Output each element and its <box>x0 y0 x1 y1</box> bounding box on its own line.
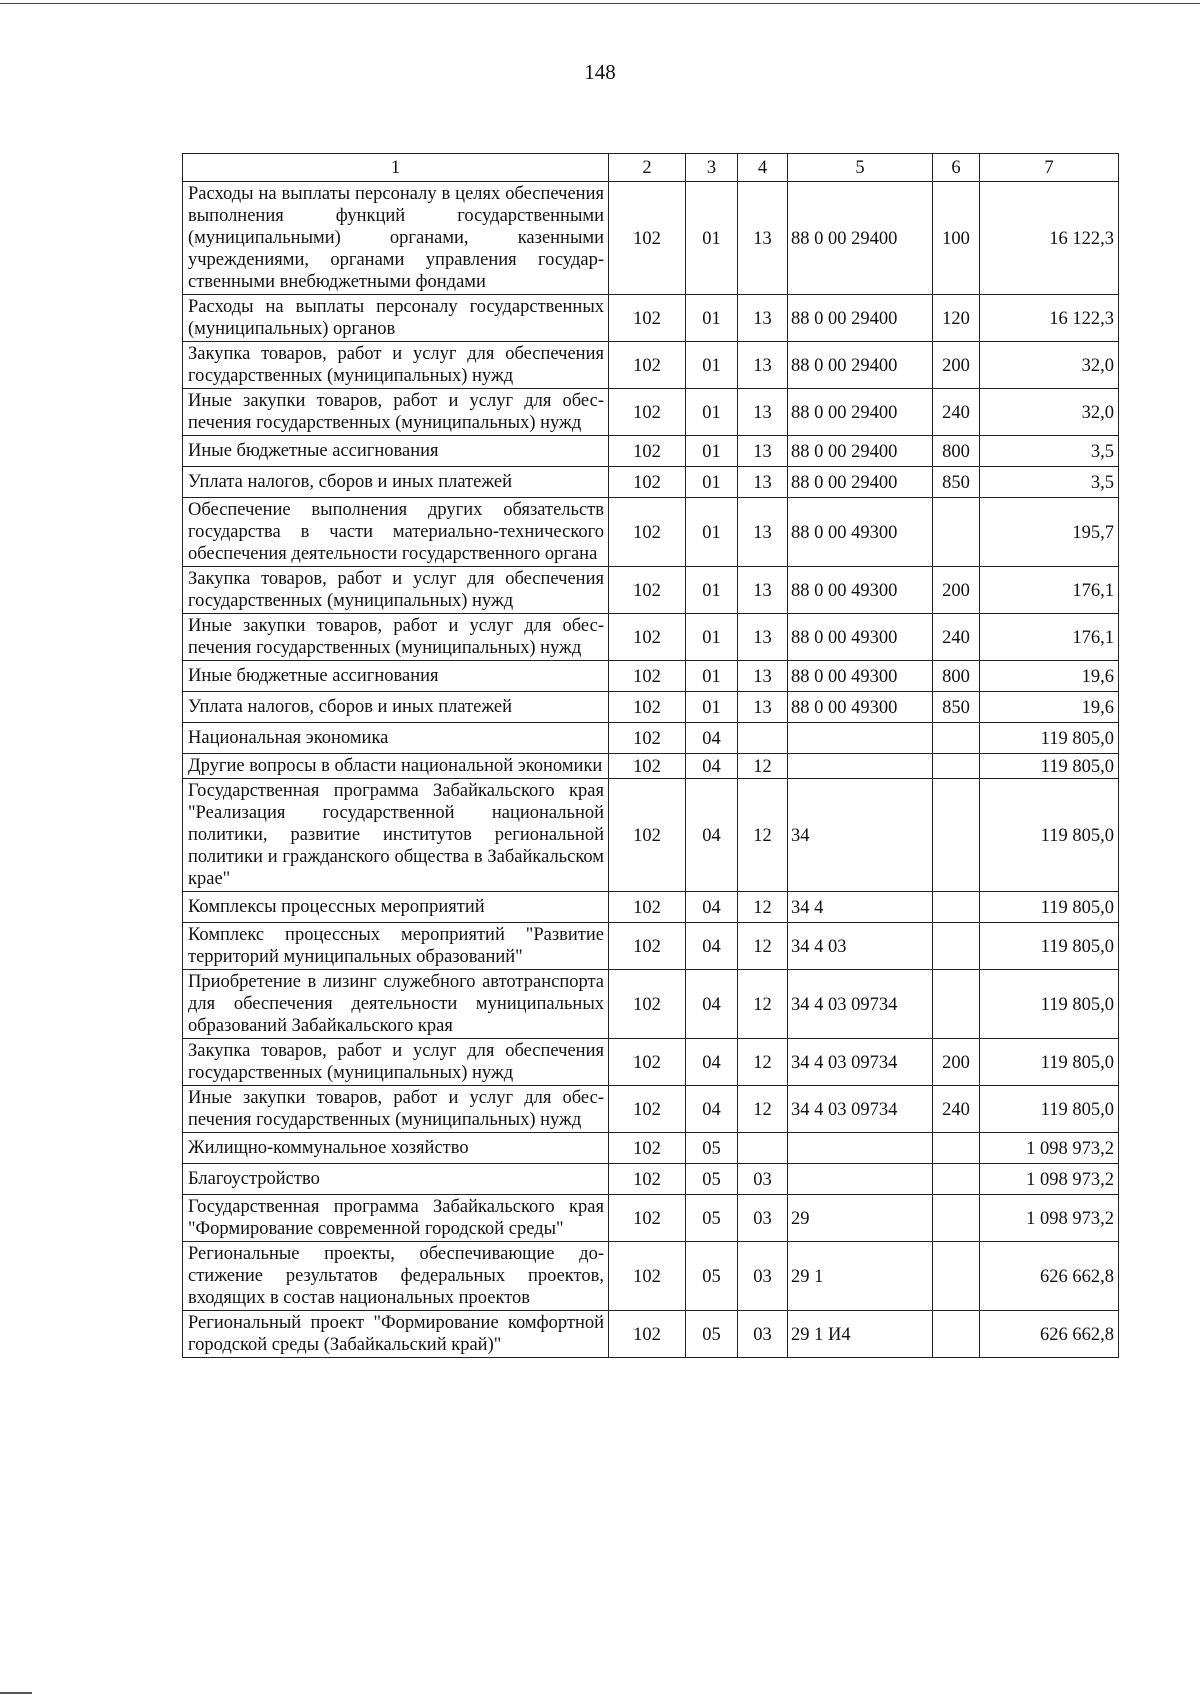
item-name-cell: Закупка товаров, работ и услуг для обеспечения государственных (муниципальных) нужд <box>183 567 609 614</box>
item-name-cell: Иные закупки товаров, работ и услуг для обеспечения государственных (муниципальных) нужд <box>183 614 609 661</box>
expense-type-cell: 120 <box>933 295 980 342</box>
subsection-code-cell: 13 <box>738 182 788 295</box>
amount-cell: 119 805,0 <box>980 754 1119 779</box>
subsection-code-cell: 03 <box>738 1164 788 1195</box>
subsection-code-cell: 03 <box>738 1195 788 1242</box>
table-row <box>183 661 1119 692</box>
subsection-code-cell: 13 <box>738 692 788 723</box>
table-body <box>183 154 1119 1358</box>
admin-code-cell: 102 <box>609 970 686 1039</box>
admin-code-cell: 102 <box>609 295 686 342</box>
item-name-cell: Обеспечение выполнения других обязательств государства в части материально-технического обеспечения деятельности государственного органа <box>183 498 609 567</box>
admin-code-cell: 102 <box>609 567 686 614</box>
expense-type-cell: 200 <box>933 567 980 614</box>
target-article-cell: 29 1 <box>788 1242 933 1311</box>
target-article-cell: 34 4 03 <box>788 923 933 970</box>
item-name-cell: Иные бюджетные ассигнования <box>183 661 609 692</box>
admin-code-cell: 102 <box>609 498 686 567</box>
expense-type-cell <box>933 892 980 923</box>
budget-table <box>182 153 1119 1358</box>
amount-cell: 19,6 <box>980 692 1119 723</box>
item-name-cell: Национальная экономика <box>183 723 609 754</box>
item-name-cell: Иные бюджетные ассигнования <box>183 436 609 467</box>
target-article-cell: 88 0 00 49300 <box>788 614 933 661</box>
section-code-cell: 05 <box>686 1311 738 1358</box>
amount-cell: 3,5 <box>980 467 1119 498</box>
section-code-cell: 04 <box>686 970 738 1039</box>
target-article-cell: 88 0 00 49300 <box>788 661 933 692</box>
subsection-code-cell: 12 <box>738 892 788 923</box>
header-cell-5: 5 <box>788 154 933 182</box>
section-code-cell: 05 <box>686 1164 738 1195</box>
amount-cell: 119 805,0 <box>980 892 1119 923</box>
subsection-code-cell: 12 <box>738 754 788 779</box>
item-name-cell: Расходы на выплаты персоналу государственных (муниципальных) органов <box>183 295 609 342</box>
subsection-code-cell: 13 <box>738 467 788 498</box>
target-article-cell <box>788 723 933 754</box>
section-code-cell: 01 <box>686 498 738 567</box>
admin-code-cell: 102 <box>609 436 686 467</box>
item-name-cell: Государственная программа Забайкальского края "Реализация государственной национальной политики, развитие институтов региональной политики и гражданского общества в Забайкальском крае" <box>183 779 609 892</box>
admin-code-cell: 102 <box>609 661 686 692</box>
expense-type-cell <box>933 1311 980 1358</box>
header-cell-6: 6 <box>933 154 980 182</box>
target-article-cell <box>788 1133 933 1164</box>
header-cell-4: 4 <box>738 154 788 182</box>
section-code-cell: 04 <box>686 923 738 970</box>
table-row <box>183 1242 1119 1311</box>
table-row <box>183 1195 1119 1242</box>
subsection-code-cell: 03 <box>738 1311 788 1358</box>
expense-type-cell <box>933 1133 980 1164</box>
target-article-cell: 88 0 00 29400 <box>788 436 933 467</box>
table-row <box>183 970 1119 1039</box>
section-code-cell: 04 <box>686 754 738 779</box>
item-name-cell: Комплексы процессных мероприятий <box>183 892 609 923</box>
subsection-code-cell: 13 <box>738 567 788 614</box>
subsection-code-cell: 13 <box>738 498 788 567</box>
section-code-cell: 01 <box>686 661 738 692</box>
expense-type-cell: 240 <box>933 389 980 436</box>
item-name-cell: Приобретение в лизинг служебного автотранспорта для обеспечения деятельности муниципальных образований Забайкальского края <box>183 970 609 1039</box>
subsection-code-cell: 13 <box>738 661 788 692</box>
section-code-cell: 01 <box>686 692 738 723</box>
section-code-cell: 01 <box>686 567 738 614</box>
table-row <box>183 389 1119 436</box>
header-cell-2: 2 <box>609 154 686 182</box>
table-row <box>183 436 1119 467</box>
expense-type-cell: 200 <box>933 1039 980 1086</box>
expense-type-cell: 800 <box>933 661 980 692</box>
item-name-cell: Закупка товаров, работ и услуг для обеспечения государственных (муниципальных) нужд <box>183 342 609 389</box>
admin-code-cell: 102 <box>609 342 686 389</box>
table-row <box>183 1311 1119 1358</box>
admin-code-cell: 102 <box>609 1195 686 1242</box>
admin-code-cell: 102 <box>609 692 686 723</box>
table-row <box>183 1039 1119 1086</box>
amount-cell: 1 098 973,2 <box>980 1133 1119 1164</box>
expense-type-cell <box>933 498 980 567</box>
scan-edge-mark <box>0 1692 32 1694</box>
table-row <box>183 467 1119 498</box>
item-name-cell: Региональные проекты, обеспечивающие достижение результатов федеральных проектов, входящих в состав национальных проектов <box>183 1242 609 1311</box>
target-article-cell: 29 <box>788 1195 933 1242</box>
section-code-cell: 04 <box>686 1039 738 1086</box>
subsection-code-cell: 12 <box>738 1086 788 1133</box>
admin-code-cell: 102 <box>609 779 686 892</box>
subsection-code-cell <box>738 1133 788 1164</box>
table-row <box>183 692 1119 723</box>
amount-cell: 1 098 973,2 <box>980 1195 1119 1242</box>
admin-code-cell: 102 <box>609 1311 686 1358</box>
item-name-cell: Уплата налогов, сборов и иных платежей <box>183 467 609 498</box>
section-code-cell: 04 <box>686 892 738 923</box>
table-row <box>183 892 1119 923</box>
target-article-cell: 34 4 <box>788 892 933 923</box>
target-article-cell: 88 0 00 49300 <box>788 567 933 614</box>
subsection-code-cell <box>738 723 788 754</box>
admin-code-cell: 102 <box>609 923 686 970</box>
target-article-cell: 88 0 00 29400 <box>788 389 933 436</box>
page-number: 148 <box>584 60 616 84</box>
target-article-cell: 34 <box>788 779 933 892</box>
section-code-cell: 01 <box>686 342 738 389</box>
table-row <box>183 498 1119 567</box>
item-name-cell: Уплата налогов, сборов и иных платежей <box>183 692 609 723</box>
subsection-code-cell: 13 <box>738 436 788 467</box>
section-code-cell: 01 <box>686 389 738 436</box>
subsection-code-cell: 12 <box>738 970 788 1039</box>
expense-type-cell: 200 <box>933 342 980 389</box>
item-name-cell: Иные закупки товаров, работ и услуг для обеспечения государственных (муниципальных) нужд <box>183 389 609 436</box>
item-name-cell: Закупка товаров, работ и услуг для обеспечения государственных (муниципальных) нужд <box>183 1039 609 1086</box>
table-row <box>183 567 1119 614</box>
admin-code-cell: 102 <box>609 389 686 436</box>
table-row <box>183 342 1119 389</box>
header-cell-7: 7 <box>980 154 1119 182</box>
section-code-cell: 04 <box>686 723 738 754</box>
target-article-cell <box>788 1164 933 1195</box>
header-cell-1: 1 <box>183 154 609 182</box>
section-code-cell: 01 <box>686 614 738 661</box>
expense-type-cell: 100 <box>933 182 980 295</box>
expense-type-cell: 240 <box>933 614 980 661</box>
expense-type-cell <box>933 779 980 892</box>
expense-type-cell <box>933 1242 980 1311</box>
subsection-code-cell: 13 <box>738 389 788 436</box>
subsection-code-cell: 12 <box>738 923 788 970</box>
expense-type-cell: 800 <box>933 436 980 467</box>
header-row <box>183 154 1119 182</box>
admin-code-cell: 102 <box>609 614 686 661</box>
amount-cell: 19,6 <box>980 661 1119 692</box>
section-code-cell: 04 <box>686 1086 738 1133</box>
admin-code-cell: 102 <box>609 1086 686 1133</box>
item-name-cell: Другие вопросы в области национальной экономики <box>183 754 609 779</box>
section-code-cell: 01 <box>686 182 738 295</box>
item-name-cell: Региональный проект "Формирование комфортной городской среды (Забайкальский край)" <box>183 1311 609 1358</box>
expense-type-cell <box>933 1164 980 1195</box>
amount-cell: 195,7 <box>980 498 1119 567</box>
amount-cell: 119 805,0 <box>980 1086 1119 1133</box>
target-article-cell: 88 0 00 49300 <box>788 692 933 723</box>
section-code-cell: 01 <box>686 295 738 342</box>
target-article-cell: 88 0 00 29400 <box>788 295 933 342</box>
section-code-cell: 05 <box>686 1242 738 1311</box>
table-row <box>183 923 1119 970</box>
item-name-cell: Жилищно-коммунальное хозяйство <box>183 1133 609 1164</box>
amount-cell: 119 805,0 <box>980 1039 1119 1086</box>
table-row <box>183 779 1119 892</box>
admin-code-cell: 102 <box>609 1039 686 1086</box>
amount-cell: 32,0 <box>980 389 1119 436</box>
expense-type-cell: 240 <box>933 1086 980 1133</box>
item-name-cell: Благоустройство <box>183 1164 609 1195</box>
expense-type-cell <box>933 754 980 779</box>
top-rule <box>0 3 1200 4</box>
expense-type-cell <box>933 923 980 970</box>
table-row <box>183 614 1119 661</box>
table-row <box>183 1164 1119 1195</box>
header-cell-3: 3 <box>686 154 738 182</box>
amount-cell: 119 805,0 <box>980 923 1119 970</box>
item-name-cell: Иные закупки товаров, работ и услуг для обеспечения государственных (муниципальных) нужд <box>183 1086 609 1133</box>
table-row <box>183 1086 1119 1133</box>
expense-type-cell: 850 <box>933 692 980 723</box>
expense-type-cell <box>933 723 980 754</box>
target-article-cell: 34 4 03 09734 <box>788 1039 933 1086</box>
amount-cell: 1 098 973,2 <box>980 1164 1119 1195</box>
subsection-code-cell: 13 <box>738 295 788 342</box>
amount-cell: 32,0 <box>980 342 1119 389</box>
target-article-cell: 88 0 00 49300 <box>788 498 933 567</box>
item-name-cell: Расходы на выплаты персоналу в целях обеспечения выполнения функций государственными (муниципальными) органами, казенными учреждениями, органами управления государственными внебюджетными фондами <box>183 182 609 295</box>
admin-code-cell: 102 <box>609 1164 686 1195</box>
admin-code-cell: 102 <box>609 892 686 923</box>
subsection-code-cell: 13 <box>738 614 788 661</box>
amount-cell: 16 122,3 <box>980 182 1119 295</box>
section-code-cell: 04 <box>686 779 738 892</box>
section-code-cell: 01 <box>686 467 738 498</box>
table-row <box>183 754 1119 779</box>
amount-cell: 626 662,8 <box>980 1242 1119 1311</box>
table-row <box>183 295 1119 342</box>
subsection-code-cell: 12 <box>738 779 788 892</box>
admin-code-cell: 102 <box>609 754 686 779</box>
item-name-cell: Комплекс процессных мероприятий "Развитие территорий муниципальных образований" <box>183 923 609 970</box>
admin-code-cell: 102 <box>609 467 686 498</box>
amount-cell: 119 805,0 <box>980 970 1119 1039</box>
subsection-code-cell: 03 <box>738 1242 788 1311</box>
admin-code-cell: 102 <box>609 182 686 295</box>
target-article-cell: 29 1 И4 <box>788 1311 933 1358</box>
subsection-code-cell: 12 <box>738 1039 788 1086</box>
amount-cell: 16 122,3 <box>980 295 1119 342</box>
expense-type-cell <box>933 970 980 1039</box>
admin-code-cell: 102 <box>609 1133 686 1164</box>
expense-type-cell <box>933 1195 980 1242</box>
target-article-cell <box>788 754 933 779</box>
section-code-cell: 01 <box>686 436 738 467</box>
target-article-cell: 34 4 03 09734 <box>788 1086 933 1133</box>
section-code-cell: 05 <box>686 1133 738 1164</box>
admin-code-cell: 102 <box>609 723 686 754</box>
admin-code-cell: 102 <box>609 1242 686 1311</box>
table-row <box>183 182 1119 295</box>
target-article-cell: 88 0 00 29400 <box>788 342 933 389</box>
subsection-code-cell: 13 <box>738 342 788 389</box>
expense-type-cell: 850 <box>933 467 980 498</box>
amount-cell: 119 805,0 <box>980 779 1119 892</box>
target-article-cell: 88 0 00 29400 <box>788 467 933 498</box>
section-code-cell: 05 <box>686 1195 738 1242</box>
table-row <box>183 1133 1119 1164</box>
amount-cell: 119 805,0 <box>980 723 1119 754</box>
amount-cell: 626 662,8 <box>980 1311 1119 1358</box>
amount-cell: 176,1 <box>980 614 1119 661</box>
amount-cell: 3,5 <box>980 436 1119 467</box>
amount-cell: 176,1 <box>980 567 1119 614</box>
target-article-cell: 88 0 00 29400 <box>788 182 933 295</box>
target-article-cell: 34 4 03 09734 <box>788 970 933 1039</box>
item-name-cell: Государственная программа Забайкальского края "Формирование современной городской среды" <box>183 1195 609 1242</box>
table-row <box>183 723 1119 754</box>
